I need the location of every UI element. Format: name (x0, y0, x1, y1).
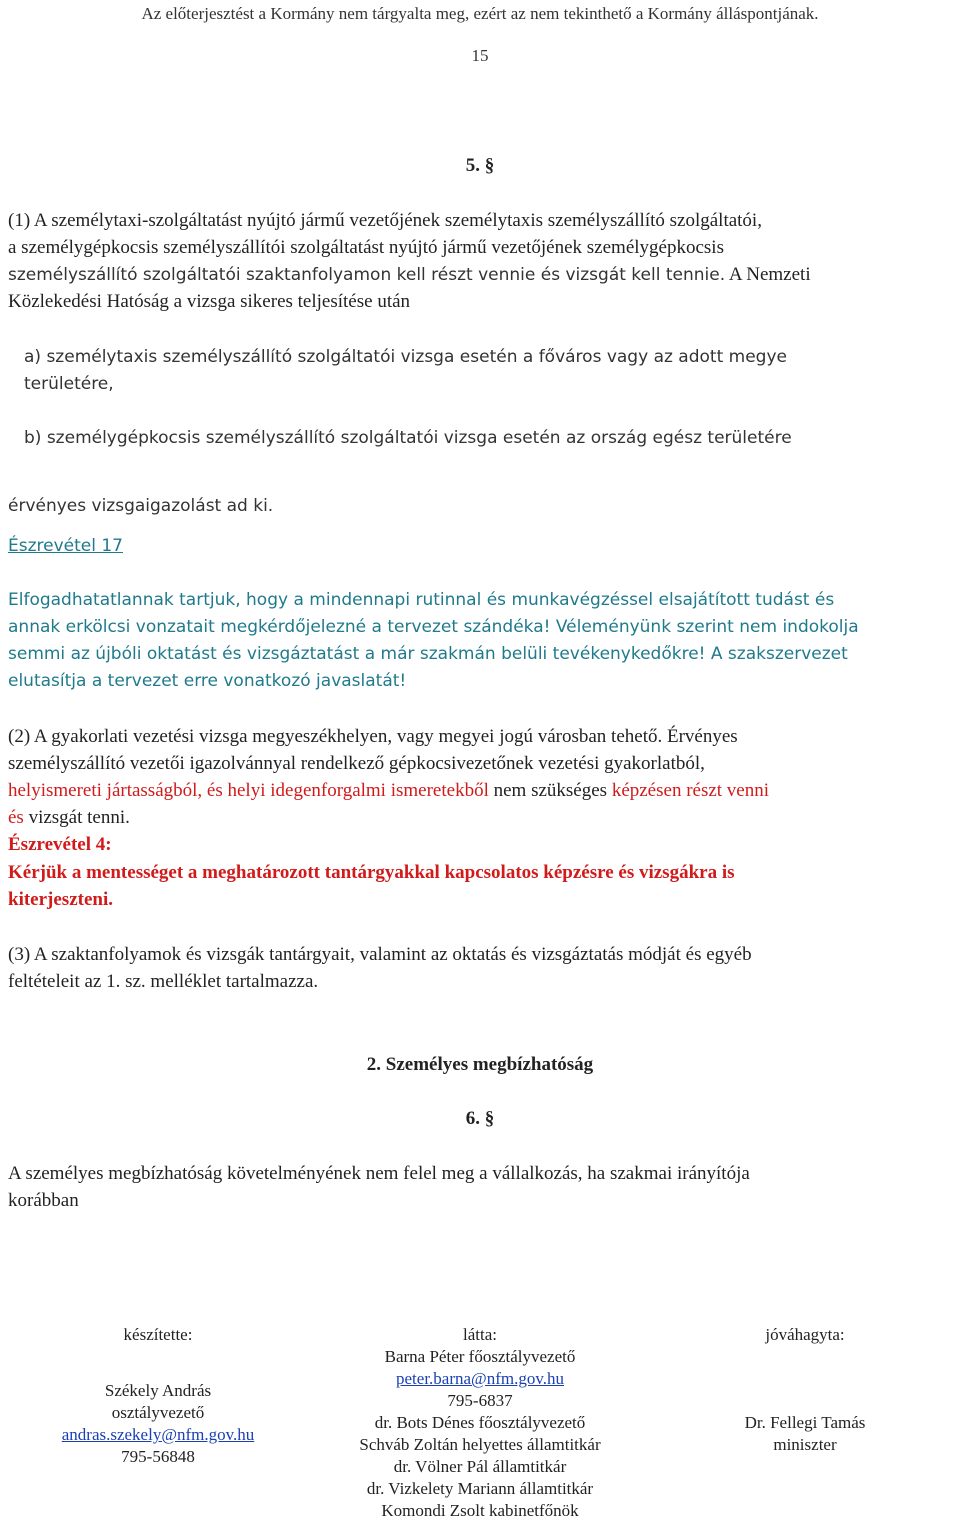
seen-line6: dr. Völner Pál államtitkár (393, 1457, 567, 1476)
comment-17-line4: elutasítja a tervezet erre vonatkozó javaslatát! (8, 671, 407, 691)
section2-line2: korábban (8, 1190, 79, 1211)
approved-label: jóváhagyta: (765, 1325, 845, 1344)
prepared-title: osztályvezető (111, 1403, 205, 1422)
seen-line7: dr. Vizkelety Mariann államtitkár (366, 1479, 594, 1498)
item-b: b) személygépkocsis személyszállító szolgáltatói vizsga esetén az ország egész területére (24, 428, 792, 448)
para2-line3 (8, 777, 958, 804)
comment-17-line3: semmi az újbóli oktatást és vizsgáztatást a már szakmán belüli tevékenykedőkre! A szakszervezet (8, 644, 848, 664)
comment-4-line2: kiterjeszteni. (8, 889, 113, 910)
section5-p1-line1: (1) A személytaxi-szolgáltatást nyújtó jármű vezetőjének személytaxis személyszállító szolgáltatói, (8, 210, 762, 231)
para2-black-text: nem szükséges (488, 780, 612, 801)
prepared-label: készítette: (123, 1325, 193, 1344)
section-2-heading: 2. Személyes megbízhatóság (366, 1054, 594, 1075)
item-a-line2: területére, (24, 374, 114, 394)
seen-line5: Schváb Zoltán helyettes államtitkár (359, 1435, 601, 1454)
approved-title: miniszter (773, 1435, 837, 1454)
comment-4-line1: Kérjük a mentességet a meghatározott tantárgyakkal kapcsolatos képzésre és vizsgákra is (8, 862, 735, 883)
section5-p1-line3-serif: A Nemzeti (725, 264, 811, 285)
section5-p1-line3 (8, 261, 958, 289)
comment-17-line2: annak erkölcsi vonzatait megkérdőjelezné a tervezet szándéka! Véleményünk szerint nem indokolja (8, 617, 859, 637)
page-number: 15 (471, 46, 489, 65)
section5-p1-line3-sans: személyszállító szolgáltatói szaktanfolyamon kell részt vennie és vizsgát kell tennie. (8, 265, 726, 285)
seen-phone: 795-6837 (447, 1391, 513, 1410)
section5-p1-line4: Közlekedési Hatóság a vizsga sikeres teljesítése után (8, 291, 411, 312)
para3-line1: (3) A szaktanfolyamok és vizsgák tantárgyait, valamint az oktatás és vizsgáztatás módját és egyéb (8, 944, 752, 965)
item-a-line1: a) személytaxis személyszállító szolgáltatói vizsga esetén a főváros vagy az adott megye (24, 347, 787, 367)
para3-line2: feltételeit az 1. sz. melléklet tartalmazza. (8, 971, 319, 992)
prepared-email-link[interactable]: andras.szekely@nfm.gov.hu (61, 1425, 255, 1444)
para2-red-es: és (8, 807, 24, 828)
closing-line: érvényes vizsgaigazolást ad ki. (8, 496, 274, 516)
section2-line1: A személyes megbízhatóság követelményének nem felel meg a vállalkozás, ha szakmai irányítója (8, 1163, 750, 1184)
section-heading-5: 5. § (465, 155, 495, 176)
signature-prepared (38, 1324, 278, 1468)
prepared-name: Székely András (104, 1381, 212, 1400)
seen-line1: Barna Péter főosztályvezető (384, 1347, 576, 1366)
comment-4-title: Észrevétel 4: (8, 834, 112, 855)
section5-p1-line2: a személygépkocsis személyszállítói szolgáltatást nyújtó jármű vezetőjének személygépkocsis (8, 237, 724, 258)
seen-email-link[interactable]: peter.barna@nfm.gov.hu (396, 1369, 564, 1388)
prepared-phone: 795-56848 (121, 1447, 195, 1466)
section-6-heading: 6. § (465, 1108, 495, 1129)
para2-red-text-2: képzésen részt venni (611, 780, 770, 801)
para2-line1: (2) A gyakorlati vezetési vizsga megyeszékhelyen, vagy megyei jogú városban tehető. Érvényes (8, 726, 738, 747)
disclaimer-header: Az előterjesztést a Kormány nem tárgyalta meg, ezért az nem tekinthető a Kormány álláspontjának. (141, 4, 819, 23)
comment-17-line1: Elfogadhatatlannak tartjuk, hogy a mindennapi rutinnal és munkavégzéssel elsajátított tudást és (8, 590, 835, 610)
comment-17-title: Észrevétel 17 (8, 536, 123, 556)
seen-label: látta: (463, 1325, 497, 1344)
para2-line4-rest: vizsgát tenni. (23, 807, 130, 828)
seen-line8: Komondi Zsolt kabinetfőnök (381, 1501, 579, 1520)
approved-name: Dr. Fellegi Tamás (744, 1413, 866, 1432)
signature-approved (700, 1324, 910, 1456)
para2-line2: személyszállító vezetői igazolvánnyal rendelkező gépkocsivezetőnek vezetési gyakorlatból, (8, 753, 705, 774)
seen-line4: dr. Bots Dénes főosztályvezető (374, 1413, 586, 1432)
para2-line4 (8, 804, 958, 831)
signature-seen (325, 1324, 635, 1522)
para2-red-text: helyismereti jártasságból, és helyi idegenforgalmi ismeretekből (8, 780, 489, 801)
